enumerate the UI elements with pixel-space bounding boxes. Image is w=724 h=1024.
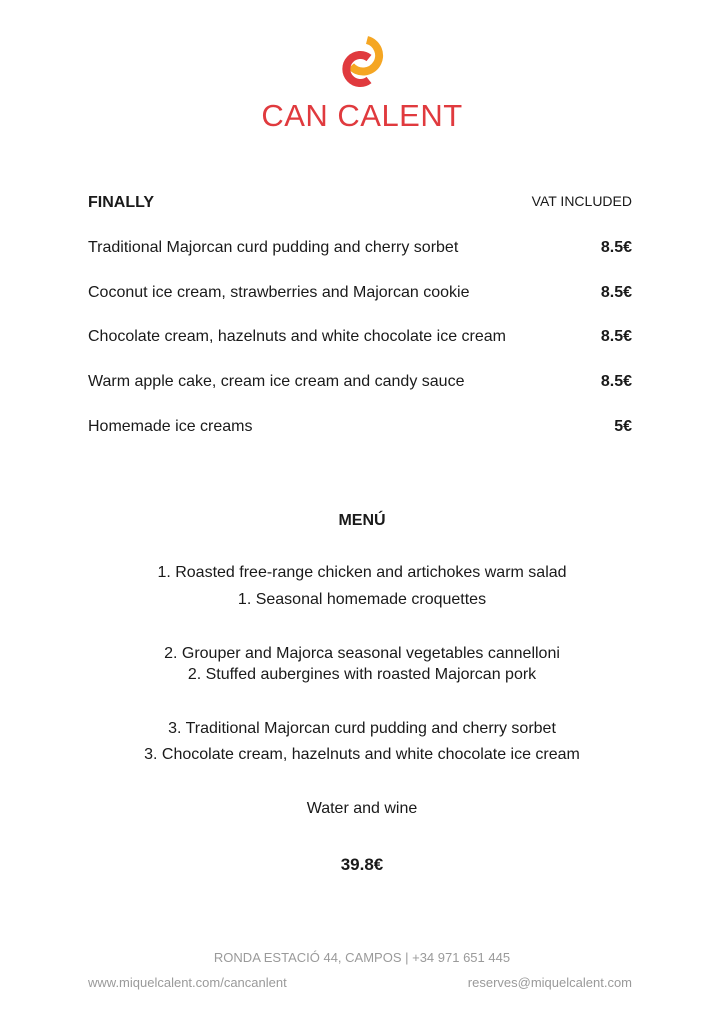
menu-course-1 <box>0 561 724 612</box>
course-option: 2. Grouper and Majorca seasonal vegetables cannelloni <box>164 645 560 662</box>
interlocking-c-logo-icon <box>327 22 397 92</box>
course-option: 1. Roasted free-range chicken and artichokes warm salad <box>157 564 567 581</box>
dessert-item <box>88 418 632 463</box>
course-option: 1. Seasonal homemade croquettes <box>237 591 487 608</box>
dessert-item <box>88 373 632 418</box>
dessert-name: Homemade ice creams <box>88 417 253 435</box>
logo <box>0 22 724 92</box>
dessert-name: Coconut ice cream, strawberries and Majorcan cookie <box>88 283 470 301</box>
brand-name: CAN CALENT <box>261 98 463 133</box>
dessert-list <box>88 239 632 462</box>
menu-price: 39.8€ <box>340 855 384 874</box>
footer-email: reserves@miquelcalent.com <box>467 975 632 990</box>
dessert-name: Chocolate cream, hazelnuts and white chocolate ice cream <box>88 328 506 346</box>
menu-title: MENÚ <box>338 512 386 529</box>
dessert-price: 8.5€ <box>600 283 632 301</box>
footer-address: RONDA ESTACIÓ 44, CAMPOS | +34 971 651 445 <box>213 950 511 965</box>
menu-drinks: Water and wine <box>306 800 418 817</box>
desserts-title: FINALLY <box>88 194 155 211</box>
dessert-price: 8.5€ <box>600 239 632 256</box>
course-option: 2. Stuffed aubergines with roasted Majorcan pork <box>187 666 537 683</box>
course-option: 3. Traditional Majorcan curd pudding and cherry sorbet <box>168 720 556 737</box>
dessert-price: 8.5€ <box>600 373 632 391</box>
dessert-name: Traditional Majorcan curd pudding and cherry sorbet <box>88 239 459 256</box>
dessert-price: 5€ <box>614 417 632 435</box>
footer-website: www.miquelcalent.com/cancanlent <box>88 975 287 990</box>
menu-course-2 <box>0 642 724 687</box>
dessert-price: 8.5€ <box>600 328 632 346</box>
dessert-item <box>88 328 632 373</box>
dessert-name: Warm apple cake, cream ice cream and candy sauce <box>88 373 465 391</box>
dessert-item <box>88 239 632 284</box>
course-option: 3. Chocolate cream, hazelnuts and white chocolate ice cream <box>144 746 580 763</box>
menu-course-3 <box>0 717 724 767</box>
dessert-item <box>88 284 632 329</box>
vat-note: VAT INCLUDED <box>531 193 632 209</box>
